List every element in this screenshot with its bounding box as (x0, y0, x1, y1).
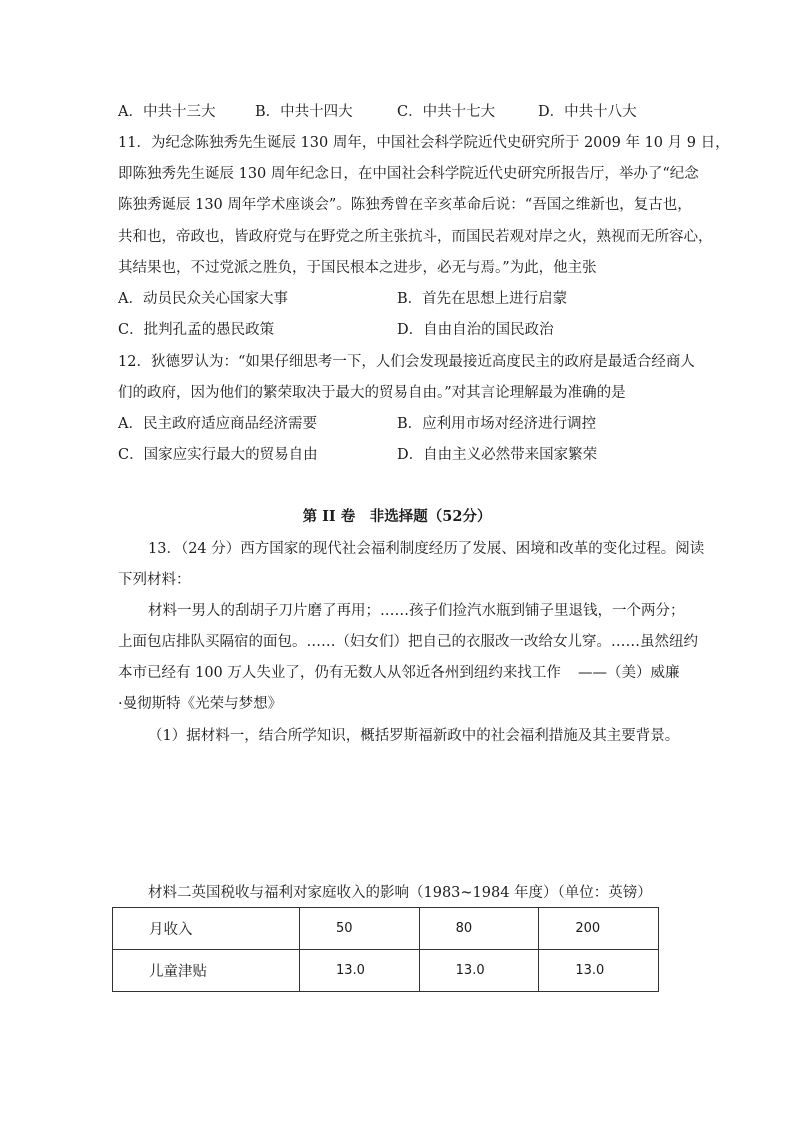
material1-line: 上面包店排队买隔宿的面包。……（妇女们）把自己的衣服改一改给女儿穿。……虽然纽约 (118, 634, 698, 650)
q10-option-b: B．中共十四大 (255, 104, 353, 120)
q12-option-a: A．民主政府适应商品经济需要 (118, 416, 317, 432)
q13-intro-line: 13．（24 分）西方国家的现代社会福利制度经历了发展、困境和改革的变化过程。阅读 (148, 541, 705, 557)
q11-line: 其结果也，不过党派之胜负，于国民根本之进步，必无与焉。”为此，他主张 (118, 260, 597, 276)
q11-option-a: A．动员民众关心国家大事 (118, 291, 288, 307)
section-title: 第 II 卷 非选择题（52分） (302, 508, 492, 525)
q12-line: 12．狄德罗认为：“如果仔细思考一下，人们会发现最接近高度民主的政府是最适合经商人 (118, 354, 695, 370)
q11-line: 陈独秀诞辰 130 周年学术座谈会”。陈独秀曾在辛亥革命后说：“吾国之维新也，复古也， (118, 197, 692, 213)
table-cell: 13.0 (539, 950, 659, 992)
table-row (113, 950, 659, 992)
q10-option-d: D．中共十八大 (538, 104, 637, 120)
q12-option-b: B．应利用市场对经济进行调控 (397, 416, 597, 432)
q10-option-c: C．中共十七大 (397, 104, 496, 120)
table-cell: 50 (300, 908, 420, 950)
table-cell: 儿童津贴 (113, 950, 300, 992)
q13-intro-line: 下列材料： (118, 572, 191, 588)
q10-option-a: A．中共十三大 (118, 104, 216, 120)
q11-option-d: D．自由自治的国民政治 (397, 322, 554, 338)
table-cell: 200 (539, 908, 659, 950)
table-cell: 月收入 (113, 908, 300, 950)
q12-option-d: D．自由主义必然带来国家繁荣 (397, 447, 598, 463)
q11-line: 11．为纪念陈独秀先生诞辰 130 周年，中国社会科学院近代史研究所于 2009 年 10 月 9 日， (118, 135, 730, 151)
q11-line: 即陈独秀先生诞辰 130 周年纪念日，在中国社会科学院近代史研究所报告厅，举办了“纪念 (118, 166, 699, 182)
material1-line: 本市已经有 100 万人失业了，仍有无数人从邻近各州到纽约来找工作 (118, 665, 561, 681)
material1-line: 材料一男人的刮胡子刀片磨了再用；……孩子们捡汽水瓶到铺子里退钱，一个两分； (148, 603, 685, 619)
table-cell: 80 (419, 908, 539, 950)
q13-subquestion-1: （1）据材料一，结合所学知识，概括罗斯福新政中的社会福利措施及其主要背景。 (148, 728, 680, 744)
material2-title: 材料二英国税收与福利对家庭收入的影响（1983~1984 年度）（单位：英镑） (148, 885, 652, 901)
q11-line: 共和也，帝政也，皆政府党与在野党之所主张抗斗，而国民若观对岸之火，熟视而无所容心， (118, 229, 713, 245)
q12-option-c: C．国家应实行最大的贸易自由 (118, 447, 318, 463)
table-cell: 13.0 (419, 950, 539, 992)
q11-option-c: C．批判孔孟的愚民政策 (118, 322, 275, 338)
table-cell: 13.0 (300, 950, 420, 992)
material1-source: ——（美）威廉 (578, 665, 680, 681)
material1-line: ·曼彻斯特《光荣与梦想》 (118, 696, 283, 712)
q12-line: 们的政府，因为他们的繁荣取决于最大的贸易自由。”对其言论理解最为准确的是 (118, 385, 626, 401)
q11-option-b: B．首先在思想上进行启蒙 (397, 291, 568, 307)
table-row (113, 908, 659, 950)
income-table (112, 907, 659, 992)
